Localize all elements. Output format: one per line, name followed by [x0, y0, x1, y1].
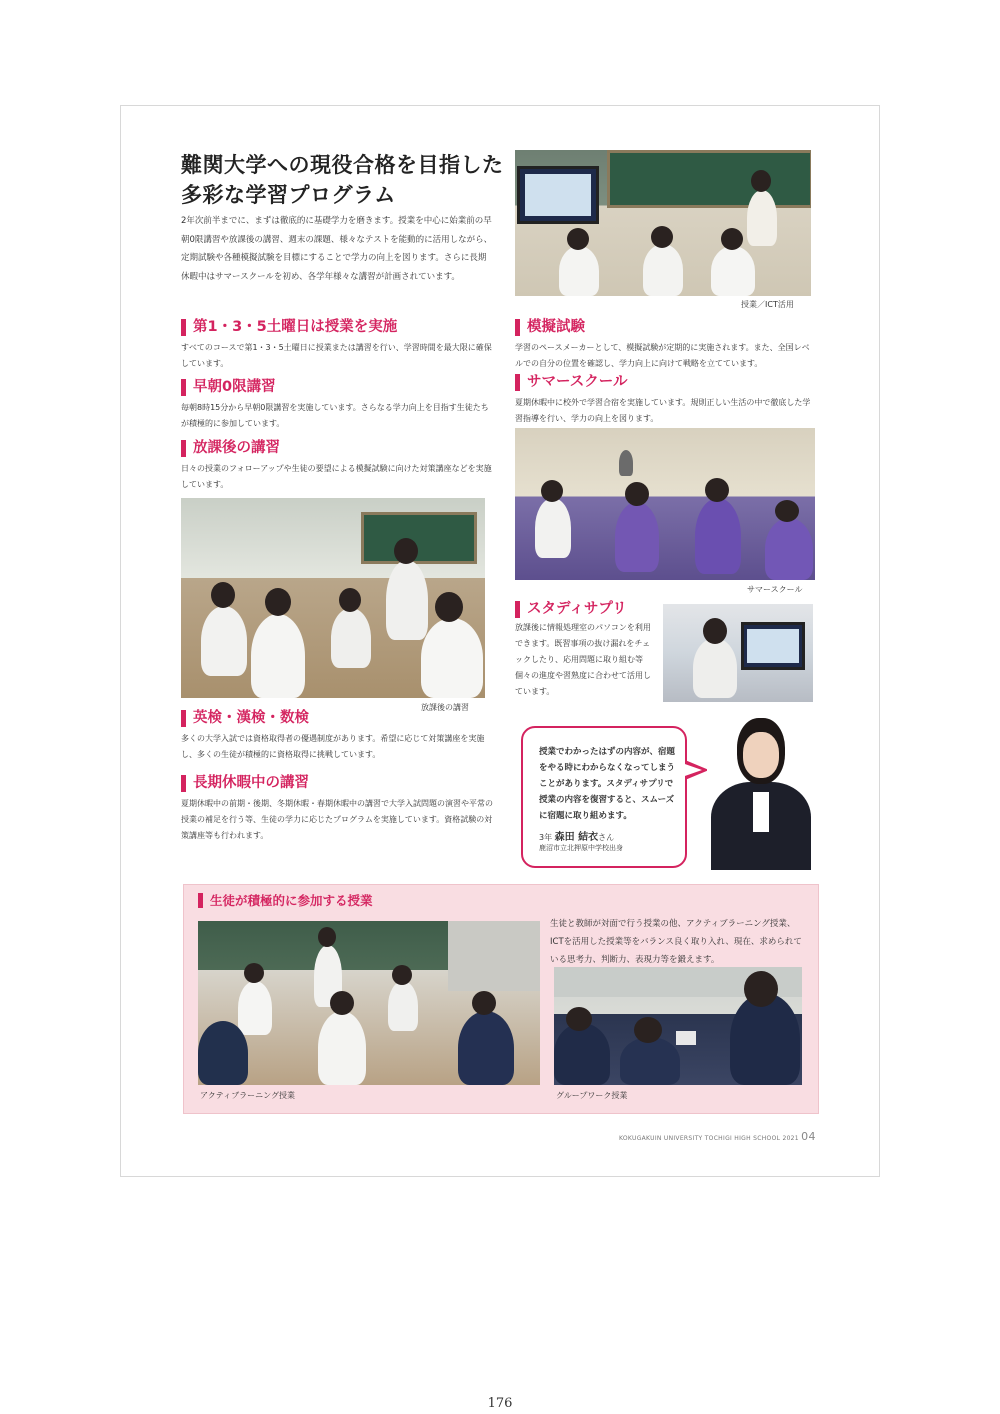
caption-summer: サマースクール	[747, 585, 803, 594]
testimonial-bubble	[521, 726, 687, 868]
section-heading-certification: 英検・漢検・数検	[181, 710, 309, 727]
student-school: 鹿沼市立北押原中学校出身	[539, 844, 623, 852]
section-body-mock-exam: 学習のペースメーカーとして、模擬試験が定期的に実施されます。また、全国レベルでの自分の位置を確認し、学力向上に向けて戦略を立てています。	[515, 343, 810, 368]
testimonial-quote: 授業でわかったはずの内容が、宿題をやる時にわからなくなってしまうことがあります。スタディサプリで授業の内容を復習すると、スムーズに宿題に取り組めます。	[539, 747, 676, 821]
page-title: 難関大学への現役合格を目指した 多彩な学習プログラム	[181, 153, 504, 207]
summer-school-photo	[515, 428, 815, 580]
page-footer: KOKUGAKUIN UNIVERSITY TOCHIGI HIGH SCHOOL 2021 04	[619, 1130, 816, 1143]
section-body-study-sapuri: 放課後に情報処理室のパソコンを利用できます。既習事項の抜け漏れをチェックしたり、応用問題に取り組む等個々の進度や習熟度に合わせて活用しています。	[515, 623, 651, 696]
ict-class-photo	[515, 150, 811, 296]
page-number: 176	[487, 1396, 513, 1411]
section-body-morning: 毎朝8時15分から早朝0限講習を実施しています。さらなる学力向上を目指す生徒たちが積極的に参加しています。	[181, 403, 489, 428]
section-heading-study-sapuri: スタディサプリ	[515, 601, 627, 618]
student-portrait	[707, 710, 815, 870]
section-heading-saturday: 第1・3・5土曜日は授業を実施	[181, 319, 397, 336]
student-name: 3年 森田 結衣さん	[539, 832, 615, 843]
feature-text: 生徒と教師が対面で行う授業の他、アクティブラーニング授業、ICTを活用した授業等をバランス良く取り入れ、現在、求められている思考力、判断力、表現力等を鍛えます。	[550, 919, 802, 965]
caption-group-work: グループワーク授業	[556, 1091, 628, 1100]
section-heading-mock-exam: 模擬試験	[515, 319, 585, 336]
section-body-after-school: 日々の授業のフォローアップや生徒の要望による模擬試験に向けた対策講座などを実施しています。	[181, 464, 492, 489]
section-body-vacation: 夏期休暇中の前期・後期、冬期休暇・春期休暇中の講習で大学入試問題の演習や平常の授業の補足を行う等、生徒の学力に応じたプログラムを実施しています。資格試験の対策講座等も行われます。	[181, 799, 493, 840]
intro-text: 2年次前半までに、まずは徹底的に基礎学力を磨きます。授業を中心に始業前の早朝0限講習や放課後の講習、週末の課題、様々なテストを能動的に活用しながら、定期試験や各種模擬試験を目標にすることで学力の向上を図ります。さらに長期休暇中はサマースクールを初め、各学年様々な講習が計画されています。	[181, 216, 493, 282]
feature-box	[183, 884, 819, 1114]
section-heading-after-school: 放課後の講習	[181, 440, 280, 457]
caption-active-learning: アクティブラーニング授業	[200, 1091, 295, 1100]
brochure-page	[120, 105, 880, 1177]
feature-title: 生徒が積極的に参加する授業	[198, 893, 373, 908]
computer-room-photo	[663, 604, 813, 702]
active-learning-photo	[198, 921, 540, 1085]
section-heading-morning: 早朝0限講習	[181, 379, 276, 396]
section-heading-summer-school: サマースクール	[515, 374, 627, 391]
section-body-summer-school: 夏期休暇中に校外で学習合宿を実施しています。規則正しい生活の中で徹底した学習指導を行い、学力の向上を図ります。	[515, 398, 811, 423]
caption-after-school: 放課後の講習	[421, 703, 469, 712]
caption-ict: 授業／ICT活用	[741, 300, 794, 309]
section-body-saturday: すべてのコースで第1・3・5土曜日に授業または講習を行い、学習時間を最大限に確保しています。	[181, 343, 492, 368]
after-school-photo	[181, 498, 485, 698]
section-heading-vacation: 長期休暇中の講習	[181, 775, 309, 792]
group-work-photo	[554, 967, 802, 1085]
section-body-certification: 多くの大学入試では資格取得者の優遇制度があります。希望に応じて対策講座を実施し、多くの生徒が積極的に資格取得に挑戦しています。	[181, 734, 485, 759]
